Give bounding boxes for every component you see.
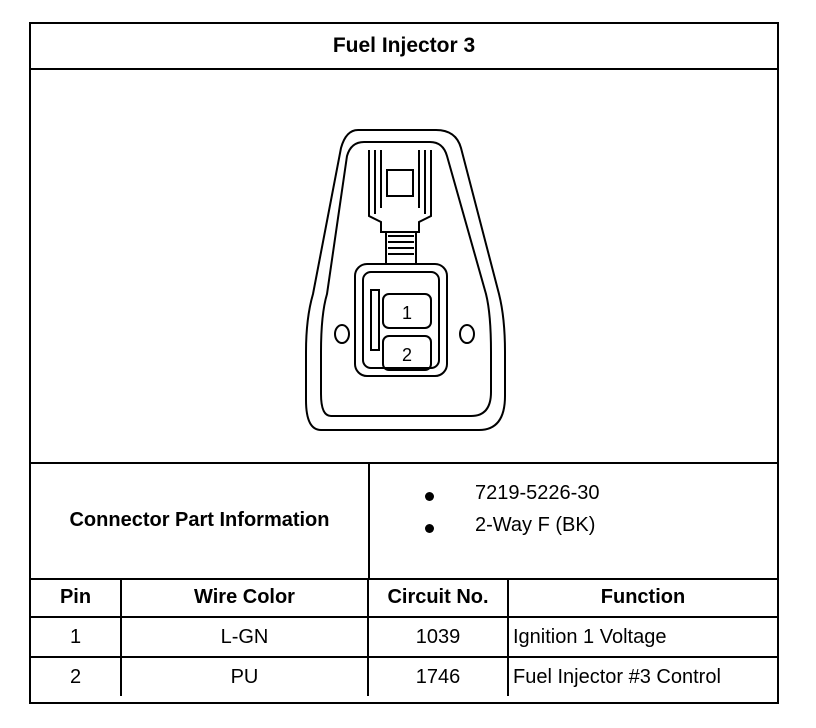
mount-hole-left <box>335 325 349 343</box>
locking-latch <box>369 150 431 232</box>
cell-pin: 2 <box>31 657 121 696</box>
housing-inner <box>321 142 491 416</box>
list-item <box>370 514 777 548</box>
cell-pin: 1 <box>31 617 121 657</box>
bullet-icon <box>425 524 434 533</box>
pin-table <box>31 578 777 696</box>
connector-sheet <box>29 22 779 704</box>
table-row <box>31 617 777 657</box>
mount-hole-right <box>460 325 474 343</box>
header-pin: Pin <box>31 578 121 617</box>
list-item <box>370 482 777 516</box>
cell-function: Fuel Injector #3 Control <box>508 657 777 696</box>
connector-part-info <box>31 462 777 580</box>
connector-info-label: Connector Part Information <box>31 462 370 578</box>
table-row <box>31 657 777 696</box>
sheet-title: Fuel Injector 3 <box>31 24 777 70</box>
table-header-row <box>31 578 777 617</box>
header-function: Function <box>508 578 777 617</box>
pin-label-2: 2 <box>401 345 413 365</box>
latch-window <box>387 170 413 196</box>
cell-circuit: 1039 <box>368 617 508 657</box>
part-number: 7219-5226-30 <box>475 482 600 504</box>
connector-type: 2-Way F (BK) <box>475 514 596 536</box>
cell-wire-color: PU <box>121 657 368 696</box>
header-wire-color: Wire Color <box>121 578 368 617</box>
connector-info-list <box>370 462 777 578</box>
bullet-icon <box>425 492 434 501</box>
cell-circuit: 1746 <box>368 657 508 696</box>
pin-label-1: 1 <box>401 303 413 323</box>
connector-face-drawing <box>31 68 777 462</box>
header-circuit-no: Circuit No. <box>368 578 508 617</box>
cell-wire-color: L-GN <box>121 617 368 657</box>
connector-diagram <box>31 68 777 464</box>
cell-function: Ignition 1 Voltage <box>508 617 777 657</box>
housing-outer <box>306 130 505 430</box>
